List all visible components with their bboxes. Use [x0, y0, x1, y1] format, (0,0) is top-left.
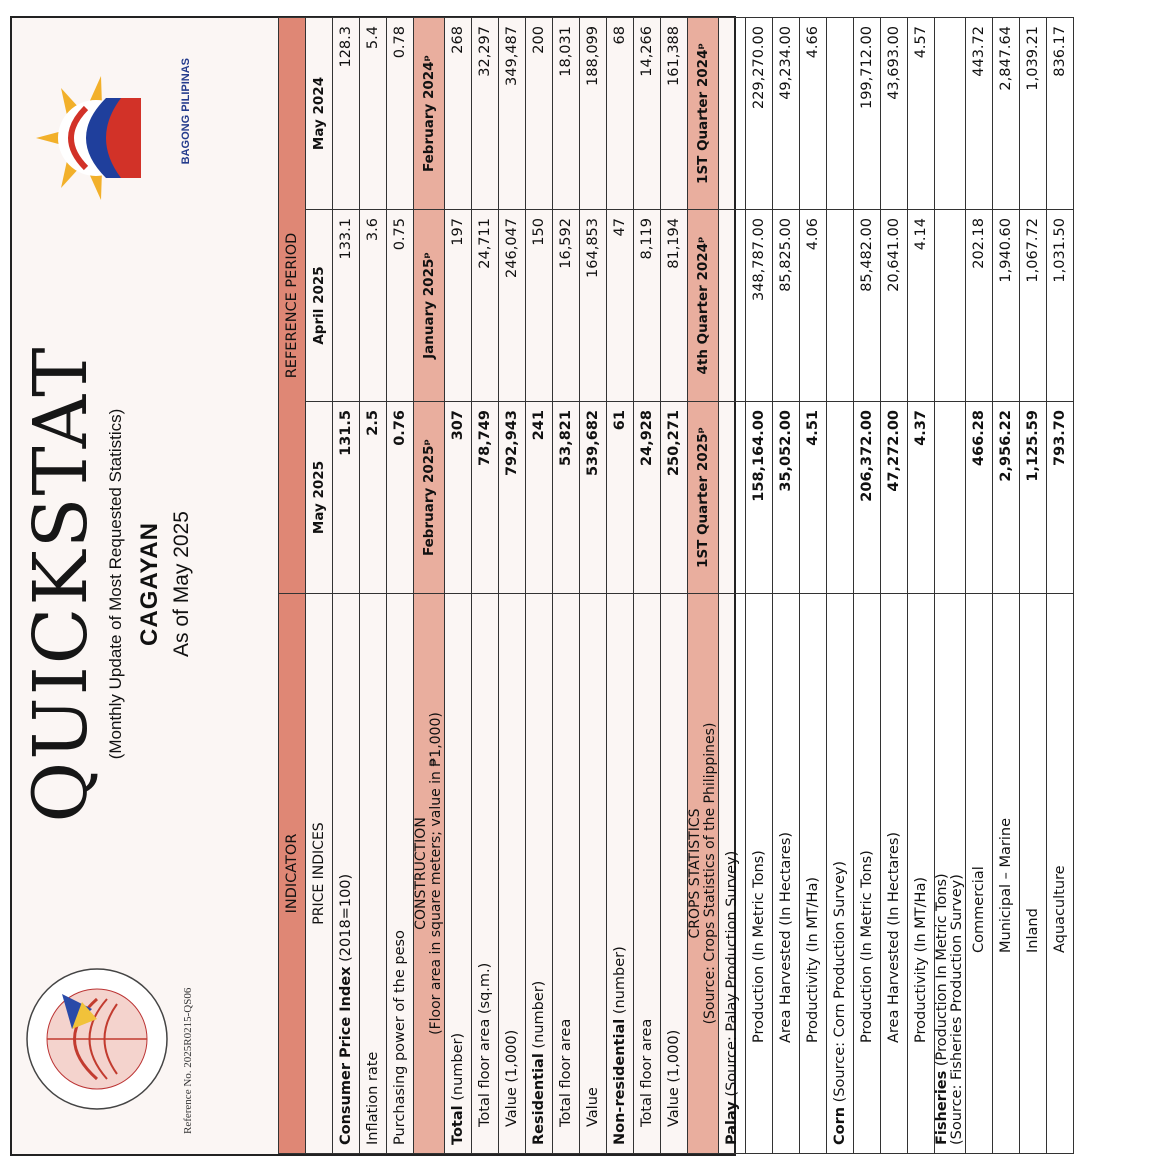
table-row [746, 18, 773, 1154]
value-cell: 793.70 [1047, 402, 1074, 594]
value-cell: 348,787.00 [746, 210, 773, 402]
table-row [1047, 18, 1074, 1154]
as-of-date: As of May 2025 [170, 511, 193, 657]
period-label: 4th Quarter 2024ᵖ [688, 210, 719, 402]
table-row [827, 18, 854, 1154]
value-cell: 43,693.00 [881, 18, 908, 210]
value-cell: 206,372.00 [854, 402, 881, 594]
value-cell: 2,847.64 [993, 18, 1020, 210]
table-body [306, 18, 1074, 1154]
reference-number: Reference No. 2025R0215-QS06 [182, 987, 194, 1134]
value-cell: 0.75 [387, 210, 414, 402]
table-row [854, 18, 881, 1154]
section-title-price-indices: PRICE INDICES [306, 594, 333, 1154]
indicator-label-rest: (2018=100) [338, 873, 354, 967]
indicator-label [935, 594, 966, 1154]
value-cell: 836.17 [1047, 18, 1074, 210]
period-label: February 2025ᵖ [414, 402, 445, 594]
value-cell: 18,031 [553, 18, 580, 210]
indicator-label [445, 594, 472, 1154]
value-cell: 85,825.00 [773, 210, 800, 402]
table-row [1020, 18, 1047, 1154]
bagong-pilipinas-logo-icon [18, 48, 168, 228]
indicator-label-bold: Consumer Price Index [338, 966, 354, 1145]
value-cell: 268 [445, 18, 472, 210]
indicator-label: Value (1,000) [499, 594, 526, 1154]
bagong-pilipinas-label: BAGONG PILIPINAS [180, 58, 192, 165]
value-cell: 539,682 [580, 402, 607, 594]
indicator-label: Total floor area [553, 594, 580, 1154]
indicator-label-bold: Residential [531, 1053, 547, 1145]
indicator-label: Aquaculture [1047, 594, 1074, 1154]
period-label: 1ST Quarter 2025ᵖ [688, 402, 719, 594]
page-subtitle: (Monthly Update of Most Requested Statistics) [106, 408, 125, 760]
value-cell: 4.66 [800, 18, 827, 210]
value-cell: 133.1 [333, 210, 360, 402]
value-cell [719, 18, 746, 210]
table-header-row [279, 18, 306, 1154]
indicator-label: Inflation rate [360, 594, 387, 1154]
indicator-label: Area Harvested (In Hectares) [881, 594, 908, 1154]
table-row [387, 18, 414, 1154]
indicator-label: Commercial [966, 594, 993, 1154]
table-row [499, 18, 526, 1154]
section-header-row [688, 18, 719, 1154]
table-row [580, 18, 607, 1154]
province-name: CAGAYAN [136, 522, 163, 646]
table-row [908, 18, 935, 1154]
period-label: April 2025 [306, 210, 333, 402]
value-cell: 47,272.00 [881, 402, 908, 594]
value-cell: 1,940.60 [993, 210, 1020, 402]
value-cell: 1,067.72 [1020, 210, 1047, 402]
indicator-label: Total floor area (sq.m.) [472, 594, 499, 1154]
value-cell: 0.76 [387, 402, 414, 594]
indicator-label: Total floor area [634, 594, 661, 1154]
statistics-table [278, 17, 1074, 1154]
indicator-label: Inland [1020, 594, 1047, 1154]
value-cell: 161,388 [661, 18, 688, 210]
indicator-label-bold: Palay [724, 1101, 740, 1145]
value-cell: 24,928 [634, 402, 661, 594]
value-cell: 78,749 [472, 402, 499, 594]
indicator-label [719, 594, 746, 1154]
table-row [607, 18, 634, 1154]
table-row [993, 18, 1020, 1154]
period-label: January 2025ᵖ [414, 210, 445, 402]
value-cell: 4.06 [800, 210, 827, 402]
table-row [966, 18, 993, 1154]
value-cell: 32,297 [472, 18, 499, 210]
indicator-label [607, 594, 634, 1154]
value-cell: 250,271 [661, 402, 688, 594]
value-cell: 0.78 [387, 18, 414, 210]
value-cell: 466.28 [966, 402, 993, 594]
value-cell: 131.5 [333, 402, 360, 594]
indicator-label-bold: Fisheries [934, 1070, 950, 1145]
value-cell: 85,482.00 [854, 210, 881, 402]
psa-logo-icon [22, 964, 172, 1114]
value-cell: 1,031.50 [1047, 210, 1074, 402]
table-row [634, 18, 661, 1154]
value-cell: 4.57 [908, 18, 935, 210]
period-label: May 2024 [306, 18, 333, 210]
indicator-label: Purchasing power of the peso [387, 594, 414, 1154]
value-cell: 241 [526, 402, 553, 594]
value-cell [719, 402, 746, 594]
value-cell: 307 [445, 402, 472, 594]
period-label: February 2024ᵖ [414, 18, 445, 210]
table-row [472, 18, 499, 1154]
table-row [881, 18, 908, 1154]
period-label: 1ST Quarter 2024ᵖ [688, 18, 719, 210]
value-cell: 5.4 [360, 18, 387, 210]
value-cell: 14,266 [634, 18, 661, 210]
value-cell: 128.3 [333, 18, 360, 210]
value-cell: 4.51 [800, 402, 827, 594]
indicator-label-rest: (number) [531, 980, 547, 1054]
value-cell: 200 [526, 18, 553, 210]
indicator-label: Productivity (In MT/Ha) [908, 594, 935, 1154]
value-cell: 8,119 [634, 210, 661, 402]
indicator-label: Municipal – Marine [993, 594, 1020, 1154]
title-block [20, 234, 194, 934]
indicator-label: Productivity (In MT/Ha) [800, 594, 827, 1154]
indicator-label [526, 594, 553, 1154]
reference-period-column-header: REFERENCE PERIOD [279, 18, 306, 594]
table-row [553, 18, 580, 1154]
indicator-label-bold: Non-residential [612, 1018, 628, 1145]
value-cell: 61 [607, 402, 634, 594]
value-cell [827, 210, 854, 402]
value-cell: 349,487 [499, 18, 526, 210]
value-cell: 4.37 [908, 402, 935, 594]
value-cell: 35,052.00 [773, 402, 800, 594]
indicator-label-rest: (Source: Palay Production Survey) [724, 850, 740, 1102]
value-cell: 4.14 [908, 210, 935, 402]
value-cell [827, 18, 854, 210]
indicator-label-bold: Total [450, 1105, 466, 1145]
value-cell: 2.5 [360, 402, 387, 594]
indicator-label-bold: Corn [832, 1106, 848, 1145]
indicator-label: Value (1,000) [661, 594, 688, 1154]
value-cell: 158,164.00 [746, 402, 773, 594]
value-cell: 150 [526, 210, 553, 402]
indicator-label [333, 594, 360, 1154]
indicator-label-rest: (number) [450, 1032, 466, 1106]
indicator-column-header: INDICATOR [279, 594, 306, 1154]
table-row [661, 18, 688, 1154]
indicator-label: Area Harvested (In Hectares) [773, 594, 800, 1154]
value-cell: 47 [607, 210, 634, 402]
value-cell: 443.72 [966, 18, 993, 210]
page-title: QUICKSTAT [18, 345, 104, 823]
table-row [773, 18, 800, 1154]
table-row [719, 18, 746, 1154]
value-cell [827, 402, 854, 594]
value-cell: 20,641.00 [881, 210, 908, 402]
indicator-label-rest: (Production In Metric Tons) (Source: Fisheries Production Survey) [934, 873, 965, 1145]
indicator-label: Value [580, 594, 607, 1154]
value-cell: 197 [445, 210, 472, 402]
value-cell [935, 402, 966, 594]
value-cell: 3.6 [360, 210, 387, 402]
value-cell [719, 210, 746, 402]
value-cell: 792,943 [499, 402, 526, 594]
period-label: May 2025 [306, 402, 333, 594]
indicator-label [827, 594, 854, 1154]
table-row [445, 18, 472, 1154]
indicator-label-rest: (Source: Corn Production Survey) [832, 861, 848, 1107]
value-cell: 199,712.00 [854, 18, 881, 210]
value-cell: 164,853 [580, 210, 607, 402]
value-cell: 1,125.59 [1020, 402, 1047, 594]
table-row [360, 18, 387, 1154]
value-cell: 1,039.21 [1020, 18, 1047, 210]
section-title-construction: CONSTRUCTION (Floor area in square meters; value in ₱1,000) [414, 594, 445, 1154]
value-cell: 81,194 [661, 210, 688, 402]
section-header-row [306, 18, 333, 1154]
table-row [333, 18, 360, 1154]
quickstat-document [10, 16, 1068, 1156]
value-cell: 24,711 [472, 210, 499, 402]
value-cell: 49,234.00 [773, 18, 800, 210]
value-cell [935, 210, 966, 402]
value-cell [935, 18, 966, 210]
indicator-label-rest: (number) [612, 946, 628, 1019]
value-cell: 188,099 [580, 18, 607, 210]
value-cell: 2,956.22 [993, 402, 1020, 594]
table-row [935, 18, 966, 1154]
value-cell: 68 [607, 18, 634, 210]
value-cell: 229,270.00 [746, 18, 773, 210]
value-cell: 53,821 [553, 402, 580, 594]
section-title-crops: CROPS STATISTICS (Source: Crops Statistics of the Philippines) [688, 594, 719, 1154]
section-header-row [414, 18, 445, 1154]
value-cell: 16,592 [553, 210, 580, 402]
indicator-label: Production (In Metric Tons) [746, 594, 773, 1154]
indicator-label: Production (In Metric Tons) [854, 594, 881, 1154]
table-row [800, 18, 827, 1154]
table-row [526, 18, 553, 1154]
value-cell: 246,047 [499, 210, 526, 402]
value-cell: 202.18 [966, 210, 993, 402]
document-header [12, 18, 280, 1154]
